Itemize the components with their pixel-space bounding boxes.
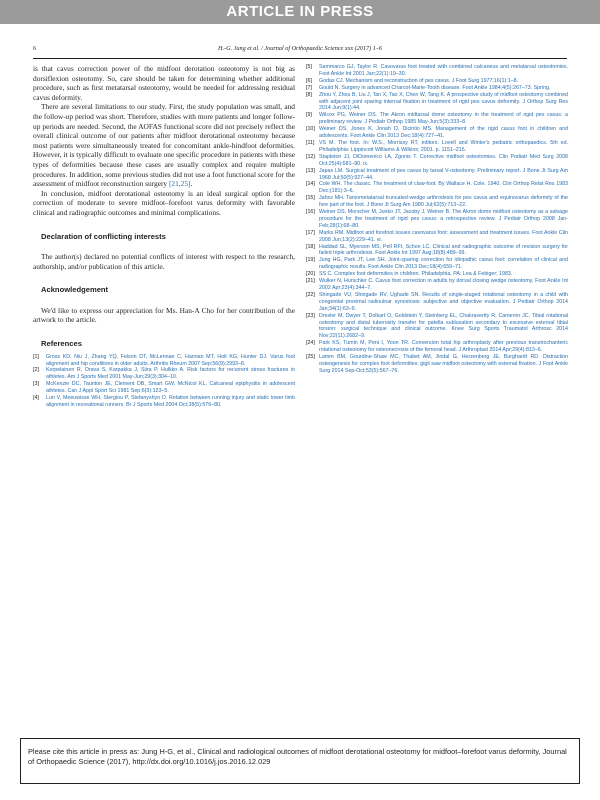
reference-item[interactable] — [306, 271, 568, 278]
reference-number: [16] — [306, 209, 315, 216]
reference-item[interactable] — [306, 257, 568, 271]
reference-item[interactable] — [306, 354, 568, 375]
reference-number: [19] — [306, 257, 315, 264]
reference-text: Drexler M, Dwyer T, Dolkart O, Goldstein Y, Steinberg EL, Chakravertty R, Cameron JC. Tibial rotational osteotomy and distal tuberosity transfer for patella subluxation secondary to excessive external tibial torsion: surgical technique and clinical outcome. Knee Surg Sports Traumatol Arthrosc 2014 Nov;22(11):2682–9. — [319, 312, 568, 340]
reference-text: Marks RM. Midfoot and forefoot issues cavovarus foot: assessment and treatment issues. Foot Ankle Clin 2008 Jun;13(2):229–41. vi. — [319, 229, 568, 243]
left-column — [33, 64, 295, 409]
reference-item[interactable] — [306, 209, 568, 230]
reference-item[interactable] — [306, 292, 568, 313]
conflict-of-interest-heading: Declaration of conflicting interests — [41, 231, 166, 241]
reference-item[interactable] — [306, 244, 568, 258]
conflict-of-interest-text: The author(s) declared no potential conflicts of interest with respect to the research, authorship, and/or publication of this article. — [33, 252, 295, 271]
reference-list-left — [33, 354, 295, 409]
acknowledgement-text: We'd like to express our appreciation for Ms. Han-A Cho for her contribution of the artwork to the article. — [33, 305, 295, 325]
reference-number: [12] — [306, 153, 315, 160]
reference-text: Weiner DS, Morscher M, Junko JT, Jacoby J, Weiner B. The Akron dome midfoot osteotomy as a salvage procedure for the treatment of rigid pes cavus: a retrospective review. J Pediatr Orthop 2008 Jan-Feb;28(1):68–80. — [319, 209, 568, 229]
reference-item[interactable] — [306, 195, 568, 209]
reference-item[interactable] — [306, 92, 568, 113]
reference-text: Korpelainen R, Orava S, Karpakka J, Siira P, Hulkko A. Risk factors for recurrent stress fractures in athletes. Am J Sports Med 2001 May-Jun;29(3):304–10. — [46, 367, 295, 381]
page-number: 6 — [33, 45, 37, 52]
body-paragraph: is that cavus correction power of the midfoot derotation osteotomy is not big as dorsiflexion osteotomy. So, care should be taken for determining whether additional procedure, such as first metatarsal osteotomy, would be needed for addressing residual cavus deformity. — [33, 64, 295, 102]
reference-number: [17] — [306, 229, 315, 236]
reference-number: [6] — [306, 77, 312, 84]
reference-item[interactable] — [306, 85, 568, 92]
reference-item[interactable] — [306, 230, 568, 244]
reference-text: Stapleton JJ, DiDomenico LA, Zgonis T. Corrective midfoot osteotomies. Clin Podiatr Med Surg 2008 Oct;25(4):681–90. ix. — [319, 153, 568, 167]
reference-number: [11] — [306, 139, 315, 146]
citation-footer-box — [20, 738, 580, 784]
article-in-press-banner: ARTICLE IN PRESS — [0, 0, 600, 24]
reference-text: Jahss MH. Tarsometatarsal truncated-wedge arthrodesis for pes cavus and equinovarus deformity of the fore part of the foot. J Bone Jt Surg Am 1980 Jul;62(5):713–22. — [319, 195, 568, 209]
reference-text: Lamm BM, Gourdine-Shaw MC, Thabet AM, Jindal G, Herzenberg JE, Burghardt RD. Distraction osteogenesis for complex foot deformities: gigli saw midfoot osteotomy with external fixation. J Foot Ankle Surg 2014 Sep-Oct;53(5):567–76. — [319, 354, 568, 374]
reference-text: Gould N. Surgery in advanced Charcot-Marie-Tooth disease. Foot Ankle 1984;4(5):267–73. Spring. — [319, 84, 551, 91]
header-rule — [33, 58, 567, 59]
reference-item[interactable] — [306, 140, 568, 154]
reference-text: Shingade VU, Shingade RV, Ughade SN. Results of single-staged rotational osteotomy in a child with congenital proximal radioulnar synostosis: subjective and objective evaluation. J Pediatr Orthop 2014 Jan;34(1):63–9. — [319, 291, 568, 312]
reference-number: [5] — [306, 64, 312, 70]
right-column-references — [306, 64, 568, 375]
reference-number: [24] — [306, 340, 315, 347]
reference-text: SS C. Complex foot deformities in children. Philadelphia, PA: Lea & Febiger; 1983. — [319, 271, 513, 278]
references-heading: References — [41, 339, 82, 349]
reference-number: [3] — [33, 381, 39, 388]
reference-number: [8] — [306, 91, 312, 98]
reference-number: [1] — [33, 353, 39, 360]
limitations-paragraph — [33, 102, 295, 188]
reference-number: [14] — [306, 181, 315, 188]
reference-text: Cole WH. The classic. The treatment of claw-foot. By Wallace H. Cole. 1940. Clin Orthop Relat Res 1983 Dec;(181):3–6. — [319, 181, 568, 195]
reference-number: [21] — [306, 278, 315, 285]
journal-citation-line: H.-G. Jung et al. / Journal of Orthopaedic Science xxx (2017) 1–6 — [218, 45, 382, 52]
acknowledgement-heading: Acknowledgement — [41, 285, 109, 295]
reference-number: [13] — [306, 167, 315, 174]
reference-text: Zhou Y, Zhou B, Liu J, Tan X, Tao X, Chen W, Tang K. A prospective study of midfoot osteotomy combined with adjacent joint sparing internal fixation in treatment of rigid pes cavus deformity. J Orthop Surg Res 2014 Jun;9(1):44. — [319, 91, 568, 112]
reference-item[interactable] — [306, 278, 568, 292]
reference-text: Park KS, Tumin M, Peni I, Yoon TR. Conversion total hip arthroplasty after previous transtrochanteric rotational osteotomy for osteonecrosis of the femoral head. J Arthroplast 2014 Apr;29(4):813–6. — [319, 340, 568, 354]
running-head — [33, 45, 567, 57]
reference-number: [25] — [306, 354, 315, 361]
reference-number: [10] — [306, 126, 315, 133]
reference-text: Gross KD, Niu J, Zhang YQ, Felson DT, McLennan C, Hannan MT, Holt KG, Hunter DJ. Varus foot alignment and hip conditions in older adults. Arthritis Rheum 2007 Sep;56(9):2993–8. — [46, 353, 295, 367]
reference-text: McKenzie DC, Taunton JE, Clement DB, Smart GW, McNicol KL. Calcaneal epiphysitis in adolescent athletes. Can J Appl Sport Sci 1981 Sep;6(3):123–5. — [46, 381, 295, 395]
reference-number: [23] — [306, 312, 315, 319]
reference-item[interactable] — [306, 64, 568, 78]
reference-number: [9] — [306, 112, 312, 119]
citation-footer-text: Please cite this article in press as: Jung H-G, et al., Clinical and radiological outcomes of midfoot derotational osteotomy for midfoot–forefoot varus deformity, Journal of Orthopaedic Science (2017), — [28, 747, 567, 767]
reference-item[interactable] — [306, 112, 568, 126]
reference-text: Weiner DS, Jones K, Jonah D, Dicintio MS. Management of the rigid cavus foot in children and adolescents. Foot Ankle Clin 2013 Dec;18(4):727–41. — [319, 126, 568, 140]
doi-link[interactable]: http://dx.doi.org/10.1016/j.jos.2016.12.029 — [132, 757, 271, 767]
reference-text: Godas CJ. Mechanism and reconstruction of pes cavus. J Foot Surg 1977;16(1):1–8. — [319, 77, 519, 84]
reference-text: VS M. The foot. In: W.S., Morrissy RT, editors. Lovell and Winter's pediatric orthopaedics. 5th ed. Philadelphia: Lippincott Williams & Wilkins; 2001. p. 1151–215. — [319, 139, 568, 153]
reference-text: Wilcox PG, Weiner DS. The Akron midtarsal dome osteotomy in the treatment of rigid pes cavus: a preliminary review. J Pediatr Orthop 1985 May-Jun;5(3):333–8. — [319, 112, 568, 126]
reference-text: Haddad SL, Myerson MS, Pell RFt, Schon LC. Clinical and radiographic outcome of revision surgery for failed triple arthrodesis. Foot Ankle Int 1997 Aug;18(8):489–99. — [319, 243, 568, 257]
reference-item[interactable] — [306, 168, 568, 182]
reference-item[interactable] — [33, 381, 295, 395]
reference-number: [7] — [306, 84, 312, 91]
reference-number: [18] — [306, 243, 315, 250]
reference-item[interactable] — [306, 154, 568, 168]
reference-number: [22] — [306, 291, 315, 298]
reference-number: [2] — [33, 367, 39, 374]
reference-item[interactable] — [33, 395, 295, 409]
reference-item[interactable] — [306, 78, 568, 85]
limitations-end: . — [190, 179, 193, 189]
reference-number: [20] — [306, 271, 315, 278]
reference-number: [15] — [306, 195, 315, 202]
reference-text: Lun V, Meeuwisse WH, Stergiou P, Stefanyshyn D. Relation between running injury and static lower limb alignment in recreational runners. Br J Sports Med 2004 Oct;38(5):576–80. — [46, 395, 295, 408]
reference-item[interactable] — [306, 313, 568, 341]
reference-number: [4] — [33, 395, 39, 402]
reference-text: Wulker N, Hurschler C. Cavus foot correction in adults by dorsal closing wedge osteotomy. Foot Ankle Int 2002 Apr;23(4):344–7. — [319, 278, 568, 291]
reference-item[interactable] — [306, 126, 568, 140]
reference-text: Japas LM. Surgical treatment of pes cavus by tarsal V-osteotomy. Preliminary report. J Bone Jt Surg Am 1968 Jul;50(5):927–44. — [319, 167, 568, 181]
limitations-text: There are several limitations to our study. First, the study population was small, and the follow-up period was short. Therefore, studies with more patients and longer follow-up periods are needed. Second, the AOFAS functional score did not precisely reflect the overall clinical outcome of our patients after midfoot derotational osteotomy because most patients were simultaneously treated for concomitant ankle-hindfoot deformities. However, it is typically difficult to evaluate one specific procedure in patients with these types of deformities because these cases are usually complex and require multiple procedures. In addition, some previous studies did not use a foot functional score for the assessment of midfoot reconstruction surgery — [33, 102, 295, 189]
reference-text: Jung HG, Park JT, Lee SH. Joint-sparing correction for idiopathic cavus foot: correlation of clinical and radiographic results. Foot Ankle Clin 2013 Dec;18(4):659–71. — [319, 257, 568, 271]
reference-item[interactable] — [33, 354, 295, 368]
reference-text: Sammarco GJ, Taylor R. Cavovarus foot treated with combined calcaneus and metatarsal osteotomies. Foot Ankle Int 2001 Jan;22(1):19–30. — [319, 64, 568, 77]
citation-link[interactable]: [21,25] — [168, 179, 191, 189]
reference-item[interactable] — [33, 367, 295, 381]
conclusion-paragraph: In conclusion, midfoot derotational osteotomy is an ideal surgical option for the correction of moderate to severe midfoot–forefoot varus deformity with favorable clinical and radiographic outcomes and minimal complications. — [33, 188, 295, 217]
reference-item[interactable] — [306, 340, 568, 354]
reference-item[interactable] — [306, 181, 568, 195]
